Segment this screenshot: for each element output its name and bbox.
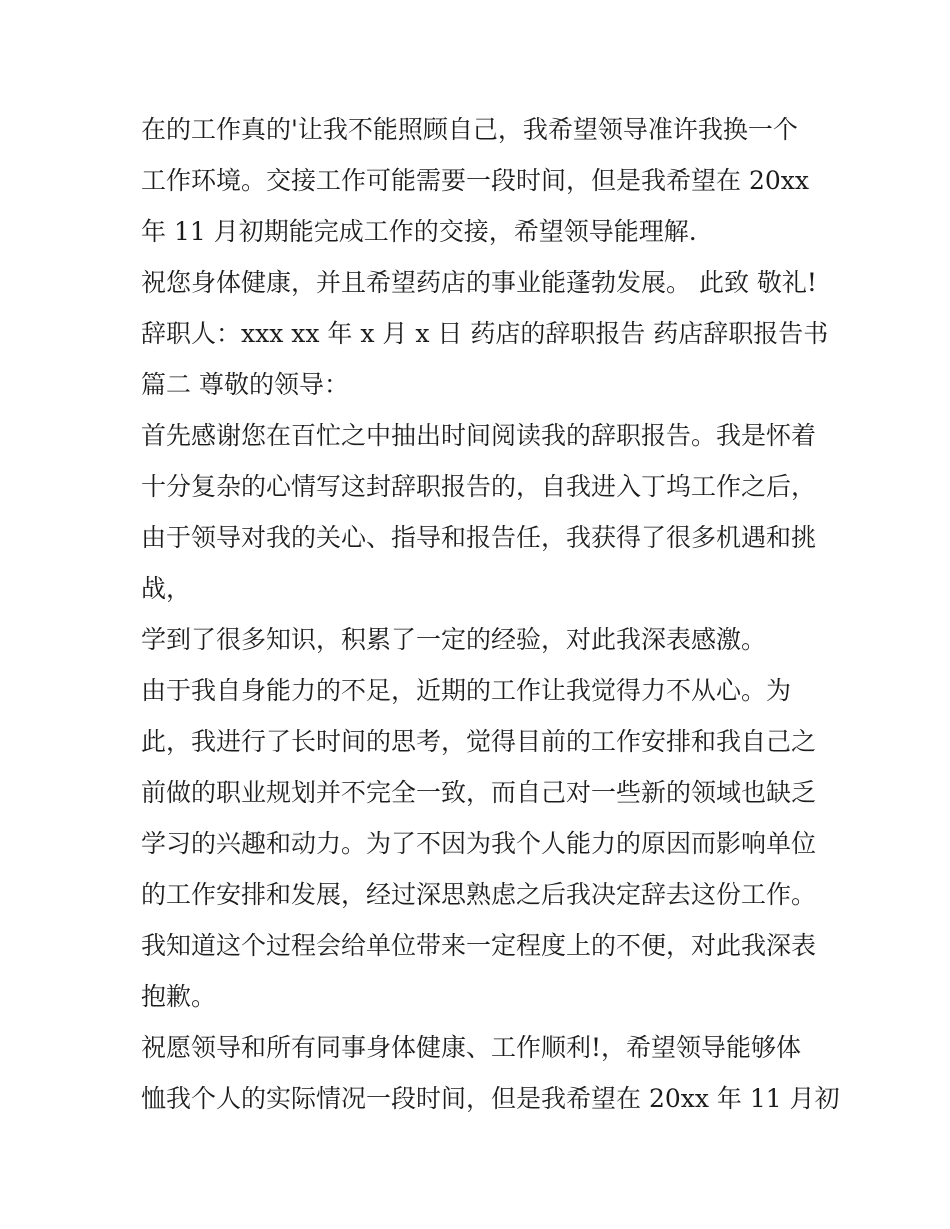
text-line: 由于我自身能力的不足，近期的工作让我觉得力不从心。为 [141,676,792,705]
body-text [141,104,840,1124]
text-line: 抱歉。 [141,982,217,1011]
text-line: 学到了很多知识，积累了一定的经验，对此我深表感激。 [141,625,767,654]
text-line: 此，我进行了长时间的思考，觉得目前的工作安排和我自己之 [141,727,817,756]
text-line: 的工作安排和发展，经过深思熟虑之后我决定辞去这份工作。 [141,880,817,909]
text-line: 祝愿领导和所有同事身体健康、工作顺利!，希望领导能够体 [141,1033,802,1062]
text-line: 首先感谢您在百忙之中抽出时间阅读我的辞职报告。我是怀着 [141,421,817,450]
text-line: 由于领导对我的关心、指导和报告任，我获得了很多机遇和挑 [141,523,817,552]
text-line: 在的工作真的'让我不能照顾自己，我希望领导准许我换一个 [141,115,798,144]
text-line: 辞职人：xxx xx 年 x 月 x 日 药店的辞职报告 药店辞职报告书 [141,319,829,348]
text-line: 祝您身体健康，并且希望药店的事业能蓬勃发展。 此致 敬礼! [141,268,817,297]
text-line: 学习的兴趣和动力。为了不因为我个人能力的原因而影响单位 [141,829,817,858]
text-line: 十分复杂的心情写这封辞职报告的，自我进入丁坞工作之后， [141,472,817,501]
text-line: 战， [141,574,192,603]
text-line: 工作环境。交接工作可能需要一段时间，但是我希望在 20xx [141,166,809,195]
text-line: 篇二 尊敬的领导： [141,370,349,399]
text-line: 恤我个人的实际情况一段时间，但是我希望在 20xx 年 11 月初 [141,1084,840,1113]
text-line: 前做的职业规划并不完全一致，而自己对一些新的领域也缺乏 [141,778,817,807]
text-line: 我知道这个过程会给单位带来一定程度上的不便，对此我深表 [141,931,817,960]
text-line: 年 11 月初期能完成工作的交接，希望领导能理解. [141,217,697,246]
